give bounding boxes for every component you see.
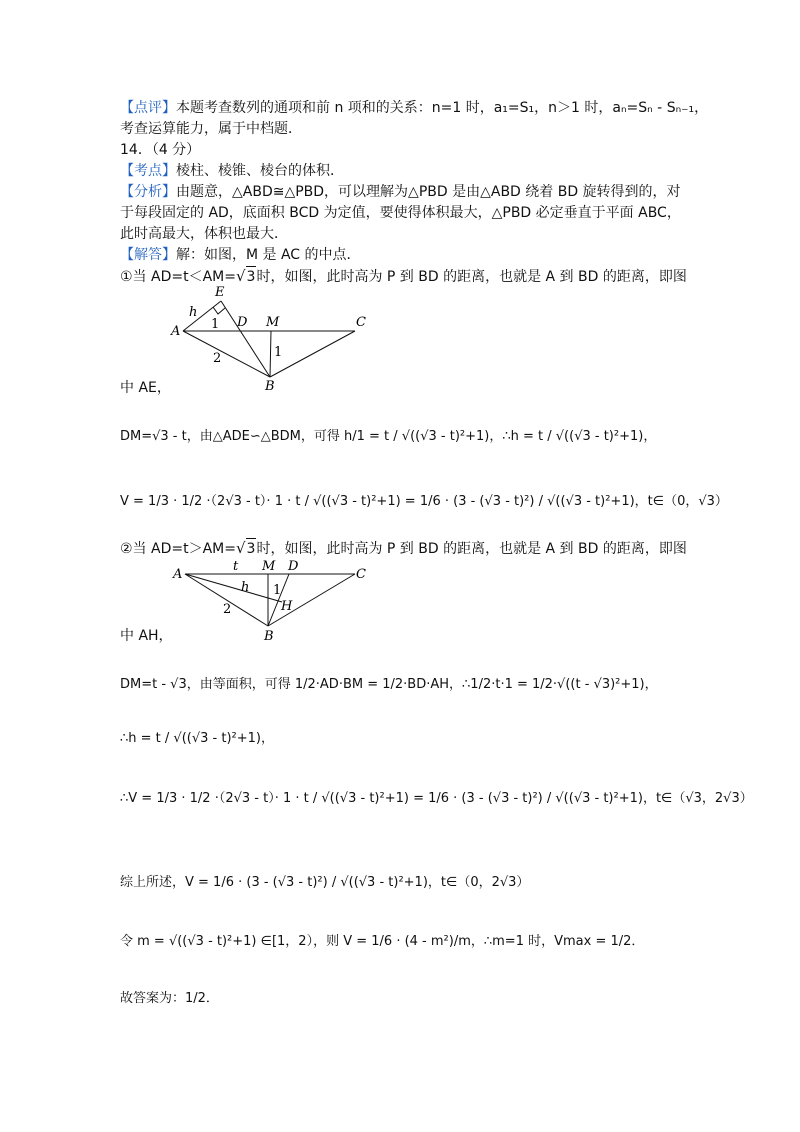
fig1-label-1b: 1	[274, 345, 283, 360]
final-answer: 故答案为：1/2．	[120, 991, 219, 1006]
case1-v: V = 1/3 · 1/2 ·（2√3 - t）· 1 · t / √((√3 - t)²+1) = 1/6 · (3 - (√3 - t)²) / √((√3 - t)²+1)，t∈（0，√3）	[120, 494, 728, 509]
fig1-line-CB	[270, 331, 355, 377]
fig2-label-M: M	[262, 559, 276, 574]
case2-intro-a: ②当 AD=t＞AM=	[120, 541, 236, 557]
fig2-label-2: 2	[223, 602, 232, 617]
kaodian-line	[120, 161, 344, 181]
fig2-label-A: A	[173, 567, 183, 582]
jieda-text: 解：如图，M 是 AC 的中点．	[176, 247, 361, 263]
fig1-label-D: D	[237, 315, 248, 330]
case1-dm: DM=√3 - t，由△ADE∽△BDM，可得 h/1 = t / √((√3 - t)²+1)，∴h = t / √((√3 - t)²+1)，	[120, 429, 657, 444]
case2-dm: DM=t - √3，由等面积，可得 1/2·AD·BM = 1/2·BD·AH，∴1/2·t·1 = 1/2·√((t - √3)²+1)，	[120, 677, 658, 692]
fig1-line-EB	[221, 301, 270, 377]
case1-intro-radicand: 3	[246, 266, 257, 287]
kaodian-text: 棱柱、棱锥、棱台的体积．	[176, 163, 344, 179]
case2-v: ∴V = 1/3 · 1/2 ·（2√3 - t）· 1 · t / √((√3 - t)²+1) = 1/6 · (3 - (√3 - t)²) / √((√3 - t)²+1)，t∈（√3，2√3）	[120, 791, 753, 806]
fig1-right-angle	[213, 307, 225, 314]
fenxi-line-2: 于每段固定的 AD，底面积 BCD 为定值，要使得体积最大，△PBD 必定垂直于平面 ABC，	[120, 205, 681, 221]
review-line-2: 考查运算能力，属于中档题．	[120, 121, 302, 137]
fig2-label-D: D	[288, 559, 299, 574]
case2-intro-radicand: 3	[246, 538, 257, 559]
fig1-line-AB	[183, 331, 270, 377]
fig2-label-t: t	[233, 559, 239, 574]
fig2-label-1: 1	[273, 583, 282, 598]
jieda-tag: 【解答】	[120, 247, 176, 263]
case2-tail: 中 AH，	[120, 628, 173, 644]
fenxi-text-1: 由题意，△ABD≅△PBD，可以理解为△PBD 是由△ABD 绕着 BD 旋转得到的，对	[176, 184, 681, 200]
fig2-line-AH	[185, 574, 282, 602]
fig2-label-B: B	[264, 629, 274, 644]
fenxi-tag: 【分析】	[120, 184, 176, 200]
figure-1	[165, 284, 385, 396]
fig1-label-2: 2	[213, 351, 222, 366]
case1-tail: 中 AE，	[120, 380, 171, 396]
fig2-label-C: C	[356, 567, 366, 582]
fig1-label-C: C	[356, 315, 366, 330]
sqrt-icon: √	[235, 539, 246, 557]
fenxi-line-1	[120, 182, 681, 202]
case2-h: ∴h = t / √((√3 - t)²+1)，	[120, 731, 274, 746]
kaodian-tag: 【考点】	[120, 163, 176, 179]
fenxi-line-3: 此时高最大，体积也最大．	[120, 226, 288, 242]
fig2-line-AB	[185, 574, 268, 626]
fig1-line-MB	[270, 331, 271, 377]
fig1-label-h: h	[189, 305, 198, 320]
sqrt-icon: √	[235, 267, 246, 285]
fig1-label-A: A	[171, 324, 181, 339]
case2-intro-c: 时，如图，此时高为 P 到 BD 的距离，也就是 A 到 BD 的距离，即图	[256, 541, 687, 557]
fig1-label-1a: 1	[211, 317, 220, 332]
fig1-label-E: E	[215, 285, 225, 300]
figure-2	[165, 556, 385, 646]
problem-number: 14．（4 分）	[120, 142, 201, 158]
case1-intro-c: 时，如图，此时高为 P 到 BD 的距离，也就是 A 到 BD 的距离，即图	[256, 269, 687, 285]
review-line-1	[120, 98, 708, 118]
review-text-1: 本题考查数列的通项和前 n 项和的关系：n=1 时，a₁=S₁，n＞1 时，aₙ=Sₙ - Sₙ₋₁，	[176, 100, 709, 116]
fig2-label-H: H	[281, 599, 293, 614]
jieda-line	[120, 245, 361, 265]
fig2-label-h: h	[241, 580, 250, 595]
summary: 综上所述，V = 1/6 · (3 - (√3 - t)²) / √((√3 - t)²+1)，t∈（0，2√3）	[120, 875, 530, 890]
let-m: 令 m = √((√3 - t)²+1) ∈[1，2），则 V = 1/6 · (4 - m²)/m，∴m=1 时，Vmax = 1/2．	[120, 934, 645, 949]
review-tag: 【点评】	[120, 100, 176, 116]
fig1-label-B: B	[265, 379, 275, 394]
fig1-label-M: M	[266, 315, 280, 330]
case1-intro-a: ①当 AD=t＜AM=	[120, 269, 236, 285]
